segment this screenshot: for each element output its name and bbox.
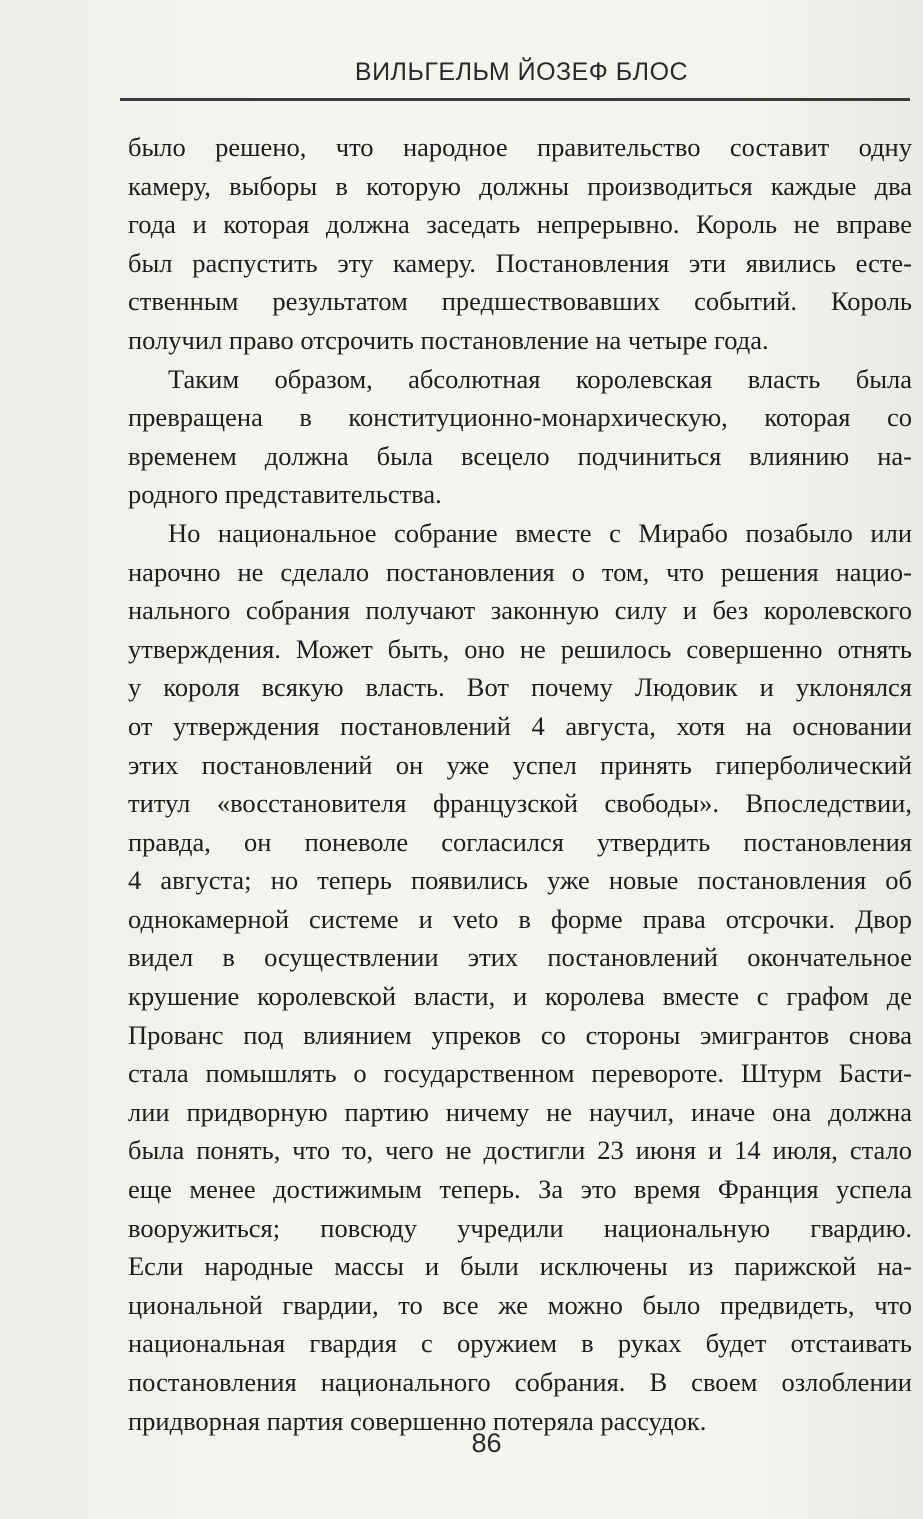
text-line: лии придворную партию ничему не научил, иначе она должна: [128, 1096, 912, 1127]
page-number: 86: [471, 1428, 502, 1458]
header-rule: [120, 98, 910, 101]
text-line: циональной гвардии, то все же можно было предвидеть, что: [128, 1289, 912, 1320]
text-line: было решено, что народное правительство составит одну: [128, 132, 912, 162]
paragraph-2: [128, 360, 912, 514]
text-line: придворная партия совершенно потеряла рассудок.: [128, 1405, 707, 1436]
text-line: года и которая должна заседать непрерывно. Король не вправе: [128, 209, 912, 240]
text-line: стала помышлять о государственном перевороте. Штурм Басти-: [128, 1058, 912, 1089]
text-line: была понять, что то, чего не достигли 23 июня и 14 июля, стало: [128, 1135, 912, 1166]
running-header: ВИЛЬГЕЛЬМ ЙОЗЕФ БЛОС: [354, 58, 689, 86]
paragraph-3: [128, 514, 912, 1440]
text-line: вооружиться; повсюду учредили национальную гвардию.: [128, 1212, 912, 1243]
body-text: [128, 128, 912, 1440]
text-line: еще менее достижимым теперь. За это время Франция успела: [128, 1174, 912, 1205]
text-line: временем должна была всецело подчиниться влиянию на-: [128, 440, 912, 471]
text-line: был распустить эту камеру. Постановления эти явились есте-: [128, 247, 912, 278]
text-line: утверждения. Может быть, оно не решилось совершенно отнять: [128, 633, 912, 664]
text-line: видел в осуществлении этих постановлений окончательное: [128, 942, 912, 973]
text-line: Если народные массы и были исключены из парижской на-: [128, 1251, 912, 1282]
text-line: Таким образом, абсолютная королевская власть была: [168, 363, 912, 394]
text-line: Прованс под влиянием упреков со стороны эмигрантов снова: [128, 1019, 912, 1050]
text-line: 4 августа; но теперь появились уже новые постановления об: [128, 865, 912, 896]
text-line: титул «восстановителя французской свободы». Впоследствии,: [128, 788, 912, 819]
text-line: превращена в конституционно-монархическую, которая со: [128, 402, 912, 433]
paragraph-1: [128, 128, 912, 360]
text-line: родного представительства.: [128, 479, 442, 510]
text-line: у короля всякую власть. Вот почему Людовик и уклонялся: [128, 672, 912, 703]
text-line: этих постановлений он уже успел принять гиперболический: [128, 749, 912, 780]
text-line: нального собрания получают законную силу и без королевского: [128, 595, 912, 626]
text-line: Но национальное собрание вместе с Мирабо позабыло или: [168, 517, 912, 548]
text-line: однокамерной системе и veto в форме права отсрочки. Двор: [128, 903, 912, 934]
text-line: национальная гвардия с оружием в руках будет отстаивать: [128, 1328, 912, 1359]
text-line: правда, он поневоле согласился утвердить постановления: [128, 826, 912, 857]
text-line: от утверждения постановлений 4 августа, хотя на основании: [128, 710, 912, 741]
text-line: крушение королевской власти, и королева вместе с графом де: [128, 981, 912, 1012]
text-line: постановления национального собрания. В своем озлоблении: [128, 1367, 912, 1397]
text-line: ственным результатом предшествовавших событий. Король: [128, 286, 912, 317]
text-line: нарочно не сделало постановления о том, что решения нацио-: [128, 556, 912, 587]
text-line: получил право отсрочить постановление на четыре года.: [128, 324, 769, 355]
text-line: камеру, выборы в которую должны производиться каждые два: [128, 170, 912, 201]
